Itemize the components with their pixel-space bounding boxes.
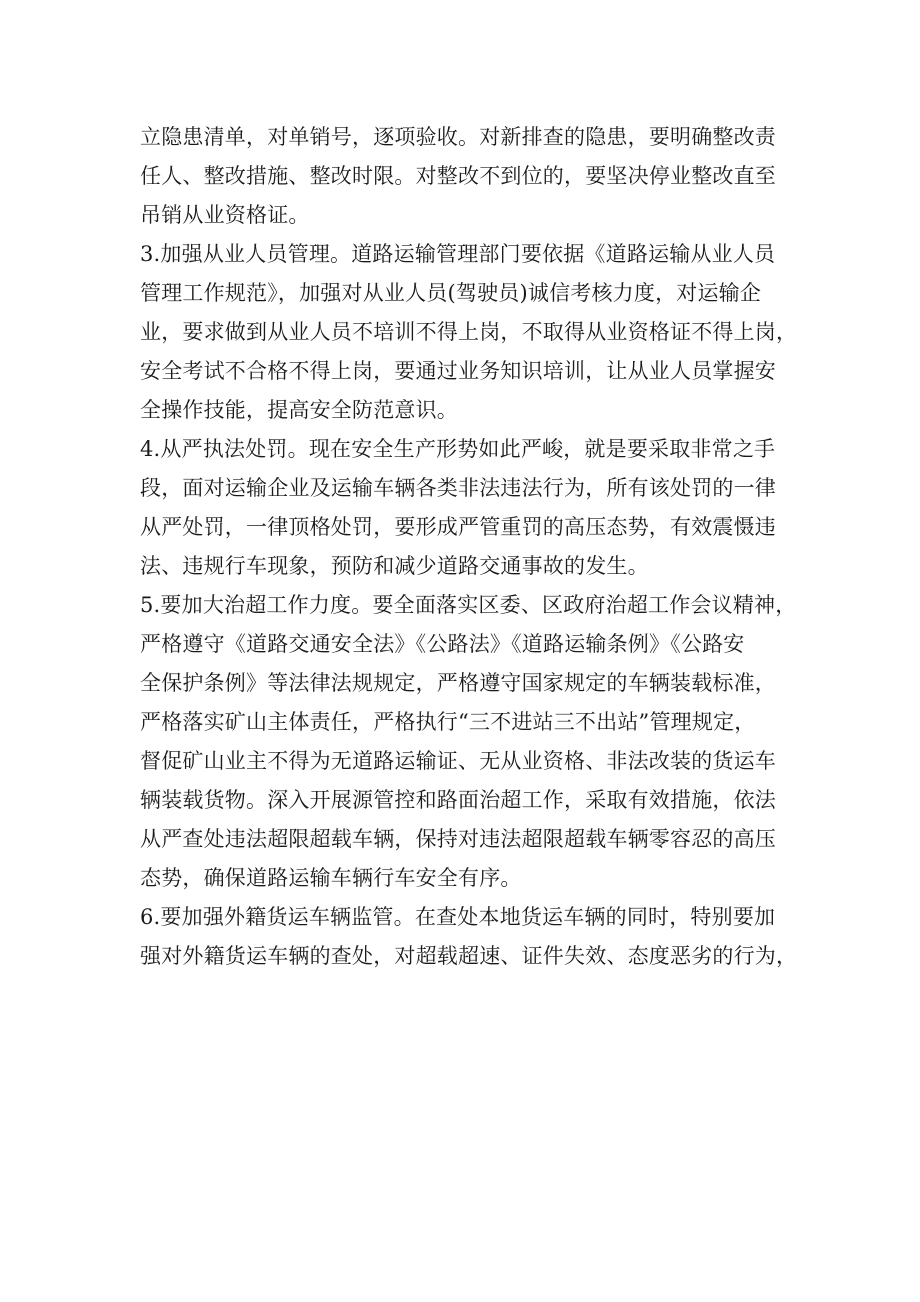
- text-line-2: 任人、整改措施、整改时限。对整改不到位的，要坚决停业整改直至: [140, 164, 776, 188]
- text-line-4: 3.加强从业人员管理。道路运输管理部门要依据《道路运输从业人员: [140, 242, 776, 266]
- text-line-11: 从严处罚，一律顶格处罚，要形成严管重罚的高压态势，有效震慑违: [140, 515, 776, 539]
- text-line-17: 督促矿山业主不得为无道路运输证、无从业资格、非法改装的货运车: [140, 749, 776, 773]
- text-line-8: 全操作技能，提高安全防范意识。: [140, 398, 458, 422]
- text-line-15: 全保护条例》等法律法规规定，严格遵守国家规定的车辆装载标准，: [140, 671, 776, 695]
- text-line-5: 管理工作规范》，加强对从业人员(驾驶员)诚信考核力度，对运输企: [140, 281, 762, 305]
- text-line-9: 4.从严执法处罚。现在安全生产形势如此严峻，就是要采取非常之手: [140, 437, 776, 461]
- text-line-20: 态势，确保道路运输车辆行车安全有序。: [140, 866, 522, 890]
- text-line-19: 从严查处违法超限超载车辆，保持对违法超限超载车辆零容忍的高压: [140, 827, 776, 851]
- text-line-1: 立隐患清单，对单销号，逐项验收。对新排查的隐患，要明确整改责: [140, 125, 776, 149]
- text-line-22: 强对外籍货运车辆的查处，对超载超速、证件失效、态度恶劣的行为，: [140, 944, 798, 968]
- text-line-16: 严格落实矿山主体责任，严格执行“三不进站三不出站”管理规定，: [140, 710, 756, 734]
- text-line-3: 吊销从业资格证。: [140, 203, 310, 227]
- text-line-12: 法、违规行车现象，预防和减少道路交通事故的发生。: [140, 554, 649, 578]
- text-line-13: 5.要加大治超工作力度。要全面落实区委、区政府治超工作会议精神，: [140, 593, 797, 617]
- text-line-6: 业，要求做到从业人员不培训不得上岗，不取得从业资格证不得上岗，: [140, 320, 798, 344]
- text-line-7: 安全考试不合格不得上岗，要通过业务知识培训，让从业人员掌握安: [140, 359, 776, 383]
- text-line-10: 段，面对运输企业及运输车辆各类非法违法行为，所有该处罚的一律: [140, 476, 776, 500]
- text-line-14: 严格遵守《道路交通安全法》《公路法》《道路运输条例》《公路安: [140, 632, 745, 656]
- document-body: [140, 118, 798, 976]
- text-line-21: 6.要加强外籍货运车辆监管。在查处本地货运车辆的同时，特别要加: [140, 905, 776, 929]
- text-line-18: 辆装载货物。深入开展源管控和路面治超工作，采取有效措施，依法: [140, 788, 776, 812]
